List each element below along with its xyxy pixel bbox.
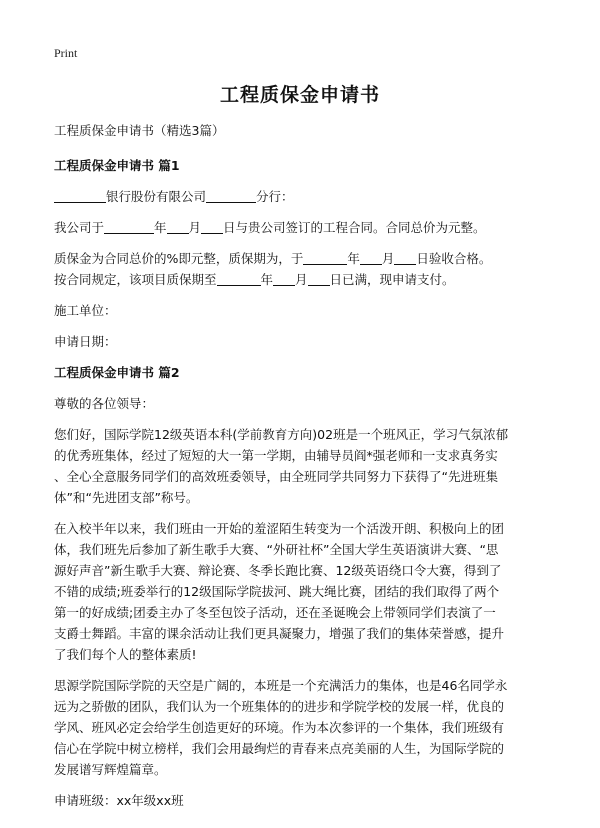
blank-field — [54, 188, 106, 203]
blank-field — [303, 250, 347, 265]
blank-field — [308, 271, 330, 286]
applicant-class-label: 申请班级：xx年级xx班 — [54, 793, 184, 808]
paragraph-line: 源好声音”新生歌手大赛、辩论赛、冬季长跑比赛、12级英语绕口令大赛，得到了 — [54, 563, 502, 578]
month-label: 月 — [188, 220, 202, 235]
blank-field — [201, 219, 223, 234]
blank-field — [104, 219, 154, 234]
blank-field — [360, 250, 382, 265]
addressee-branch: 分行： — [256, 189, 294, 204]
paragraph-line: 支爵士舞蹈。丰富的课余活动让我们更具凝聚力，增强了我们的集体荣誉感，提升 — [54, 626, 505, 641]
paragraph-line: 不错的成绩;班委举行的12级国际学院拔河、跳大绳比赛，团结的我们取得了两个 — [54, 584, 500, 599]
warranty-line-1 — [54, 248, 554, 269]
contract-text-end: 日与贵公司签订的工程合同。合同总价为元整。 — [223, 220, 486, 235]
page-title: 工程质保金申请书 — [219, 84, 380, 106]
addressee-line — [54, 186, 554, 207]
paragraph-line: 、全心全意服务同学们的高效班委领导，由全班同学共同努力下获得了“先进班集 — [54, 469, 498, 484]
month-label: 月 — [381, 251, 395, 266]
contract-text-start: 我公司于 — [54, 220, 105, 235]
blank-field — [167, 219, 189, 234]
paragraph-line: 思源学院国际学院的天空是广阔的，本班是一个充满活力的集体，也是46名同学永 — [54, 678, 508, 693]
warranty-text-start: 质保金为合同总价的%即元整，质保期为，于 — [54, 251, 304, 266]
month-label: 月 — [295, 272, 308, 287]
paragraph-line: 体”和“先进团支部”称号。 — [54, 490, 199, 505]
section-heading-2: 工程质保金申请书 篇2 — [54, 365, 180, 380]
warranty-text-end: 日验收合格。 — [416, 251, 492, 266]
paragraph-2 — [54, 518, 554, 665]
blank-field — [217, 271, 261, 286]
year-label: 年 — [260, 272, 274, 287]
year-label: 年 — [347, 251, 360, 266]
application-date-label: 申请日期： — [54, 334, 117, 349]
paragraph-line: 在入校半年以来，我们班由一开始的羞涩陌生转变为一个活泼开朗、积极向上的团 — [54, 521, 505, 536]
warranty-expiry-start: 按合同规定，该项目质保期至 — [54, 272, 217, 287]
print-link[interactable]: Print — [54, 46, 78, 60]
blank-field — [273, 271, 295, 286]
paragraph-line: 您们好，国际学院12级英语本科(学前教育方向)02班是一个班风正，学习气氛浓郁 — [54, 427, 509, 442]
paragraph-line: 信心在学院中树立榜样，我们会用最绚烂的青春来点亮美丽的人生，为国际学院的 — [54, 741, 505, 756]
addressee-bank: 银行股份有限公司 — [106, 189, 207, 204]
contract-line — [54, 217, 554, 238]
greeting: 尊敬的各位领导： — [54, 396, 155, 411]
paragraph-1 — [54, 424, 554, 508]
year-label: 年 — [154, 220, 167, 235]
section-heading-1: 工程质保金申请书 篇1 — [54, 158, 180, 173]
paragraph-line: 的优秀班集体，经过了短短的大一第一学期，由辅导员阎*强老师和一支求真务实 — [54, 448, 498, 463]
paragraph-line: 远为之骄傲的团队，我们认为一个班集体的的进步和学院学校的发展一样，优良的 — [54, 699, 505, 714]
warranty-expiry-end: 日已满，现申请支付。 — [329, 272, 455, 287]
paragraph-line: 了我们每个人的整体素质! — [54, 647, 197, 662]
paragraph-line: 发展谱写辉煌篇章。 — [54, 762, 167, 777]
blank-field — [206, 188, 256, 203]
paragraph-line: 第一的好成绩;团委主办了冬至包饺子活动，还在圣诞晚会上带领同学们表演了一 — [54, 605, 496, 620]
construction-unit-label: 施工单位： — [54, 303, 117, 318]
blank-field — [394, 250, 416, 265]
paragraph-3 — [54, 675, 554, 780]
warranty-line-2 — [54, 269, 554, 290]
paragraph-line: 学风、班风必定会给学生创造更好的环境。作为本次参评的一个集体，我们班级有 — [54, 720, 505, 735]
document-subtitle: 工程质保金申请书（精选3篇） — [54, 123, 225, 138]
document-body — [54, 120, 554, 811]
paragraph-line: 体，我们班先后参加了新生歌手大赛、“外研社杯”全国大学生英语演讲大赛、“思 — [54, 542, 499, 557]
